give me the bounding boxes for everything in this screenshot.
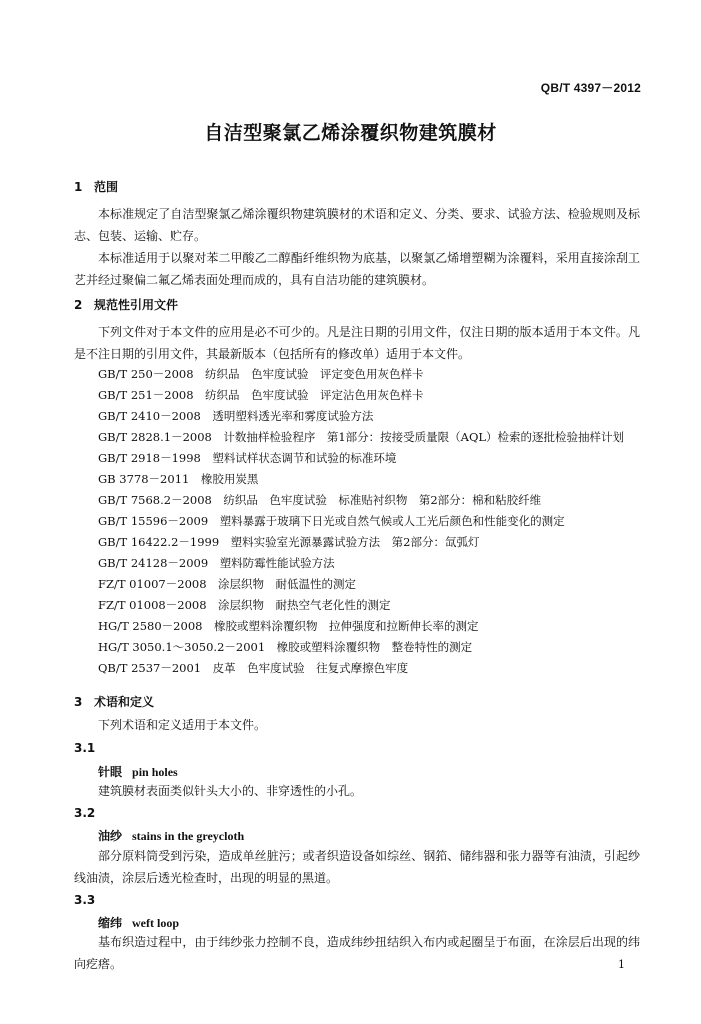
page-number: 1 xyxy=(618,958,625,971)
term-name-en: pin holes xyxy=(132,765,178,779)
term-definition: 建筑膜材表面类似针头大小的、非穿透性的小孔。 xyxy=(98,784,363,798)
term-definition: 基布织造过程中，由于纬纱张力控制不良，造成纬纱扭结织入布内或起圈呈于布面，在涂层后出现的纬向疙瘩。 xyxy=(74,935,640,971)
reference-item: HG/T 2580－2008 橡胶或塑料涂覆织物 拉伸强度和拉断伸长率的测定 xyxy=(98,619,479,633)
reference-item: GB 3778－2011 橡胶用炭黑 xyxy=(98,472,259,486)
term-name-en: stains in the greycloth xyxy=(132,829,245,843)
reference-item: GB/T 251－2008 纺织品 色牢度试验 评定沾色用灰色样卡 xyxy=(98,388,424,402)
section-2-title: 规范性引用文件 xyxy=(94,298,179,312)
term-name-zh: 缩纬 xyxy=(98,916,123,930)
section-2-number: 2 xyxy=(74,298,83,312)
term-name xyxy=(98,827,244,844)
reference-item: GB/T 24128－2009 塑料防霉性能试验方法 xyxy=(98,556,335,570)
reference-item: QB/T 2537－2001 皮革 色牢度试验 往复式摩擦色牢度 xyxy=(98,661,409,675)
term-name-zh: 针眼 xyxy=(98,765,123,779)
term-number: 3.1 xyxy=(74,741,96,755)
reference-item: GB/T 2828.1－2008 计数抽样检验程序 第1部分：按接受质量限（AQL）检索的逐批检验抽样计划 xyxy=(98,430,625,444)
section-3-intro: 下列术语和定义适用于本文件。 xyxy=(98,718,267,732)
term-name xyxy=(98,914,179,931)
term-definition: 部分原料筒受到污染，造成单丝脏污；或者织造设备如综丝、钢筘、储纬器和张力器等有油渍，引起纱线油渍，涂层后透光检查时，出现的明显的黑道。 xyxy=(74,849,640,885)
term-number: 3.2 xyxy=(74,806,96,820)
reference-item: GB/T 7568.2－2008 纺织品 色牢度试验 标准贴衬织物 第2部分：棉和粘胶纤维 xyxy=(98,493,542,507)
section-1-paragraph-2: 本标准适用于以聚对苯二甲酸乙二醇酯纤维织物为底基，以聚氯乙烯增塑糊为涂覆料，采用直接涂刮工艺并经过聚偏二氟乙烯表面处理而成的，具有自洁功能的建筑膜材。 xyxy=(74,251,640,287)
document-title: 自洁型聚氯乙烯涂覆织物建筑膜材 xyxy=(204,122,497,144)
section-1-paragraph-1: 本标准规定了自洁型聚氯乙烯涂覆织物建筑膜材的术语和定义、分类、要求、试验方法、检验规则及标志、包装、运输、贮存。 xyxy=(74,207,640,243)
section-1-title: 范围 xyxy=(94,180,119,194)
reference-item: FZ/T 01008－2008 涂层织物 耐热空气老化性的测定 xyxy=(98,598,391,612)
reference-item: HG/T 3050.1～3050.2－2001 橡胶或塑料涂覆织物 整卷特性的测定 xyxy=(98,640,473,654)
term-name-en: weft loop xyxy=(132,916,180,930)
section-2-heading xyxy=(74,296,178,313)
term-name xyxy=(98,763,178,780)
section-1-heading xyxy=(74,178,118,195)
reference-item: GB/T 16422.2－1999 塑料实验室光源暴露试验方法 第2部分：氙弧灯 xyxy=(98,535,480,549)
reference-item: GB/T 15596－2009 塑料暴露于玻璃下日光或自然气候或人工光后颜色和性能变化的测定 xyxy=(98,514,565,528)
section-3-number: 3 xyxy=(74,695,83,709)
section-1-number: 1 xyxy=(74,180,83,194)
section-3-title: 术语和定义 xyxy=(94,695,155,709)
section-3-heading xyxy=(74,693,154,710)
reference-item: GB/T 2410－2008 透明塑料透光率和雾度试验方法 xyxy=(98,409,374,423)
section-2-intro: 下列文件对于本文件的应用是必不可少的。凡是注日期的引用文件，仅注日期的版本适用于本文件。凡是不注日期的引用文件，其最新版本（包括所有的修改单）适用于本文件。 xyxy=(74,325,640,361)
standard-code: QB/T 4397－2012 xyxy=(540,81,641,95)
reference-item: GB/T 250－2008 纺织品 色牢度试验 评定变色用灰色样卡 xyxy=(98,367,424,381)
reference-item: GB/T 2918－1998 塑料试样状态调节和试验的标准环境 xyxy=(98,451,397,465)
reference-item: FZ/T 01007－2008 涂层织物 耐低温性的测定 xyxy=(98,577,357,591)
term-number: 3.3 xyxy=(74,893,96,907)
term-name-zh: 油纱 xyxy=(98,829,123,843)
